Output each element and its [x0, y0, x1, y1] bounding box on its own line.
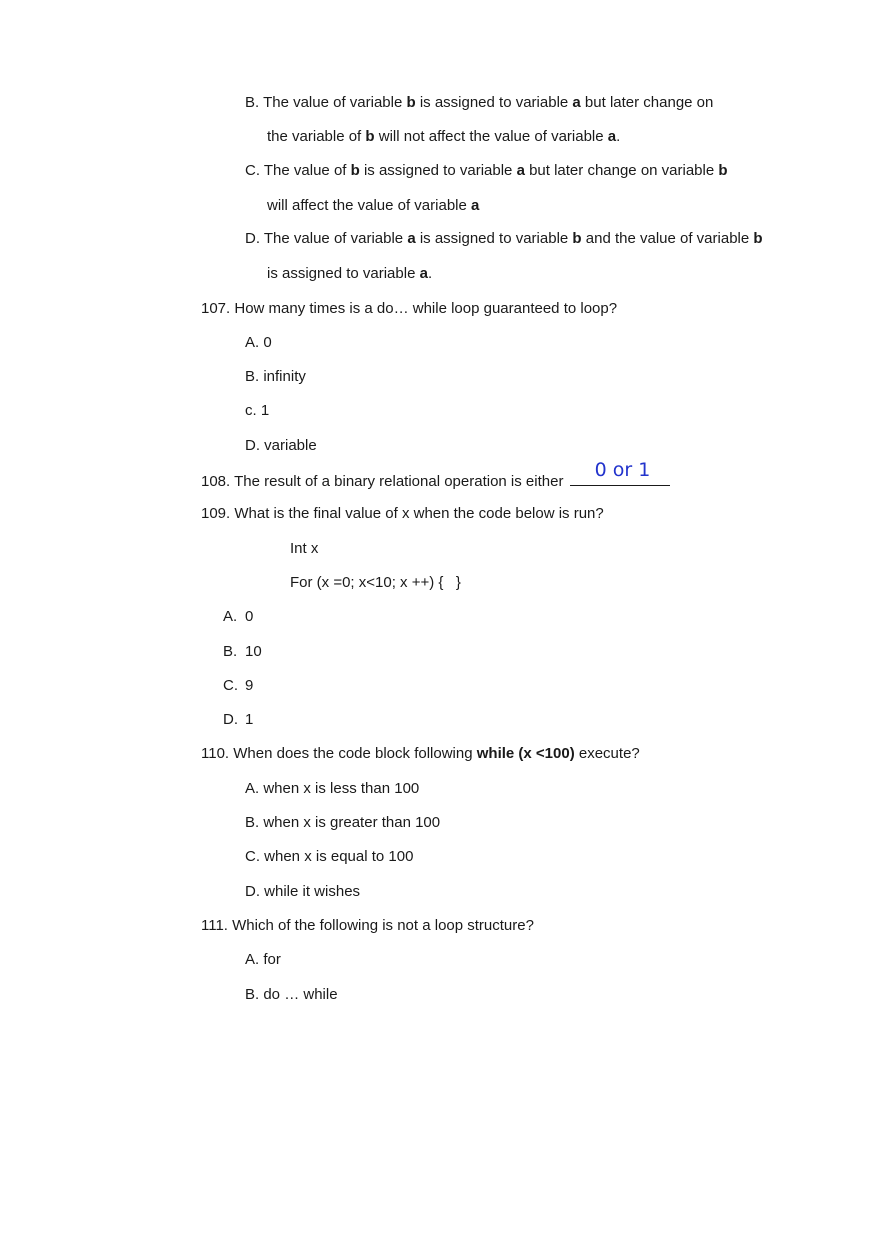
q109-option-b: B. 10 — [223, 643, 262, 660]
q106-option-d-line1: D. The value of variable a is assigned to variable b and the value of variable b — [245, 230, 763, 247]
q106-option-b-line1: B. The value of variable b is assigned to variable a but later change on — [245, 94, 714, 111]
answer-blank — [570, 459, 670, 486]
q110-option-d: D. while it wishes — [245, 883, 361, 900]
q107-option-a: A. 0 — [245, 334, 272, 351]
q106-option-d-line2: is assigned to variable a. — [267, 265, 433, 282]
q109-code-line1: Int x — [290, 540, 319, 557]
q111-option-a: A. for — [245, 951, 281, 968]
q111-option-b: B. do … while — [245, 986, 338, 1003]
q106-option-c-line2: will affect the value of variable a — [267, 197, 480, 214]
q109-code-line2: For (x =0; x<10; x ++) { } — [290, 574, 461, 591]
q110-option-b: B. when x is greater than 100 — [245, 814, 441, 831]
q108-question: 108. The result of a binary relational operation is either 0 or 1 — [201, 471, 670, 491]
q109-option-c: C. 9 — [223, 677, 254, 694]
q106-option-c-line1: C. The value of b is assigned to variable a but later change on variable b — [245, 162, 728, 179]
q107-question: 107. How many times is a do… while loop guaranteed to loop? — [201, 300, 618, 317]
q109-option-a: A. 0 — [223, 608, 254, 625]
q111-question: 111. Which of the following is not a loop structure? — [201, 917, 534, 934]
q109-option-d: D. 1 — [223, 711, 254, 728]
q109-question: 109. What is the final value of x when the code below is run? — [201, 505, 604, 522]
q107-option-c: c. 1 — [245, 402, 270, 419]
q110-option-a: A. when x is less than 100 — [245, 780, 420, 797]
q107-option-d: D. variable — [245, 437, 317, 454]
q107-option-b: B. infinity — [245, 368, 306, 385]
handwritten-answer: 0 or 1 — [594, 459, 651, 481]
q110-question: 110. When does the code block following while (x <100) execute? — [201, 745, 640, 762]
q106-option-b-line2: the variable of b will not affect the value of variable a. — [267, 128, 621, 145]
q110-option-c: C. when x is equal to 100 — [245, 848, 414, 865]
